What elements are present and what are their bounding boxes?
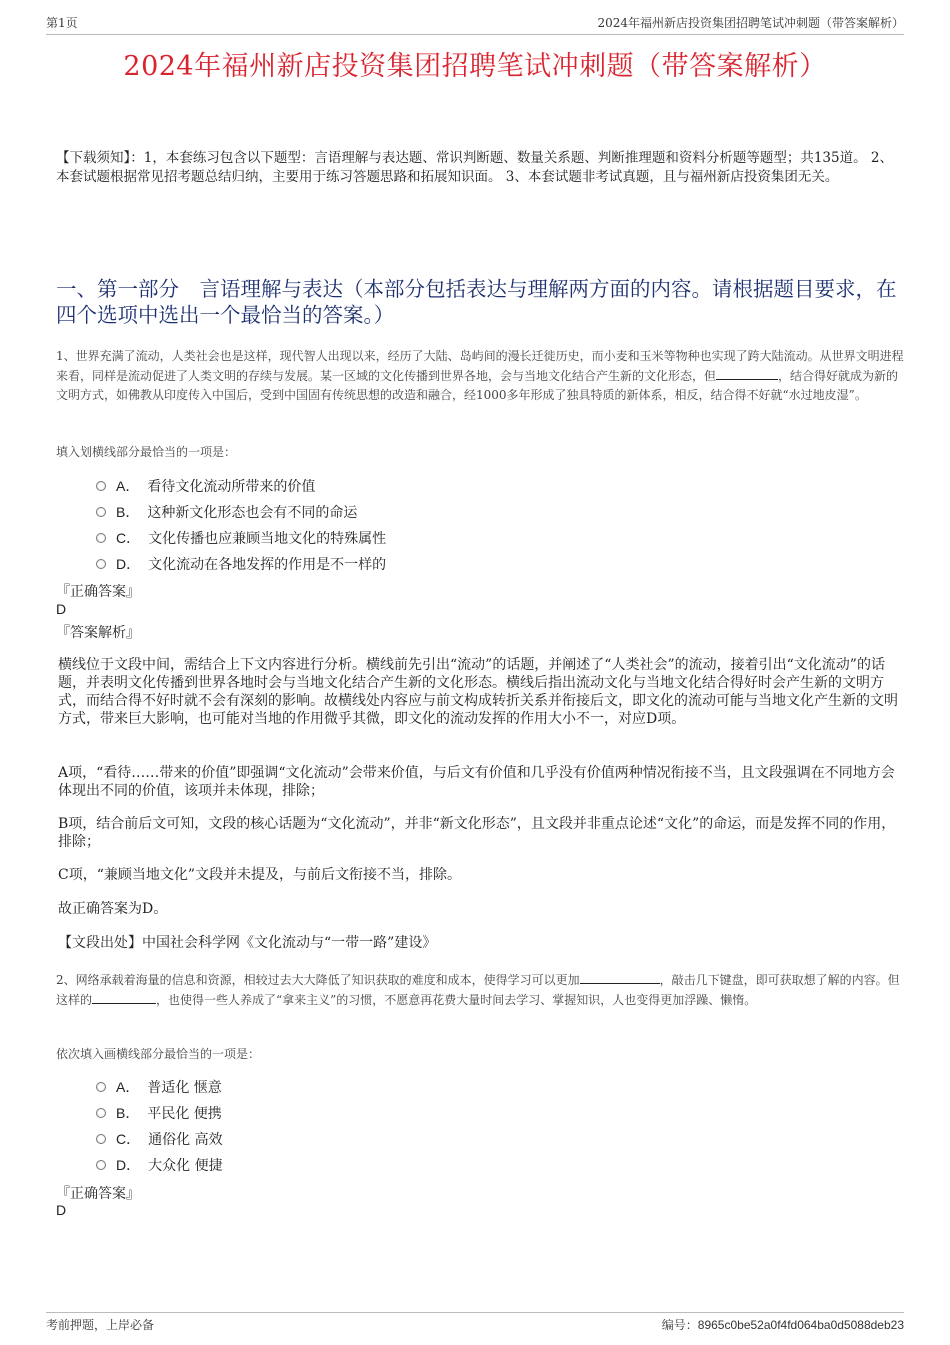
footer-slogan: 考前押题，上岸必备: [46, 1318, 155, 1332]
page-footer: [46, 1312, 904, 1333]
question-1-option-c[interactable]: C． 文化传播也应兼顾当地文化的特殊属性: [96, 525, 386, 551]
answer-blank: [92, 990, 156, 1004]
download-notice: 【下载须知】：1，本套练习包含以下题型：言语理解与表达题、常识判断题、数量关系题、判断推理题和资料分析题等题型；共135道。 2、本套试题根据常见招考题总结归纳，主要用于练习答题思路和拓展知识面。 3、本套试题非考试真题，且与福州新店投资集团无关。: [56, 150, 893, 185]
correct-answer-label: 『正确答案』: [56, 1186, 140, 1202]
question-1-stem-before: 1、世界充满了流动，人类社会也是这样，现代智人出现以来，经历了大陆、岛屿间的漫长迁徙历史，而小麦和玉米等物种也实现了跨大陆流动。从世界文明进程来看，同样是流动促进了人类文明的存续与发展。某一区域的文化传播到世界各地，会与当地文化结合产生新的文化形态，但: [56, 349, 904, 383]
document-code: 编号：8965c0be52a0f4fd064ba0d5088deb23: [661, 1318, 904, 1332]
question-1-option-d[interactable]: D． 文化流动在各地发挥的作用是不一样的: [96, 551, 386, 577]
analysis-paragraph: C项，“兼顾当地文化”文段并未提及，与前后文衔接不当，排除。: [58, 867, 462, 883]
correct-answer-label: 『正确答案』: [56, 584, 140, 600]
radio-icon[interactable]: [96, 481, 106, 491]
question-2-stem: 2、网络承载着海量的信息和资源，相较过去大大降低了知识获取的难度和成本，使得学习可以更加 ，敲击几下键盘，即可获取想了解的内容。但这样的 ，也使得一些人养成了“拿来主义”的习惯，不愿意再花费大量时间去学习、掌握知识，人也变得更加浮躁、懒惰。: [56, 970, 904, 1010]
question-1-prompt: 填入划横线部分最恰当的一项是：: [56, 445, 237, 459]
question-1-options: [96, 473, 386, 577]
question-2-option-c[interactable]: C． 通俗化 高效: [96, 1126, 223, 1152]
document-title: 2024年福州新店投资集团招聘笔试冲刺题（带答案解析）: [123, 51, 827, 82]
header-doc-title: 2024年福州新店投资集团招聘笔试冲刺题（带答案解析）: [597, 16, 904, 30]
radio-icon[interactable]: [96, 1082, 106, 1092]
question-1-stem: [56, 347, 904, 405]
page-header: [46, 14, 904, 35]
question-2-option-b[interactable]: B． 平民化 便携: [96, 1100, 223, 1126]
analysis-paragraph: B项，结合前后文可知，文段的核心话题为“文化流动”，并非“新文化形态”，且文段并非重点论述“文化”的命运，而是发挥不同的作用，排除；: [58, 816, 896, 850]
section-heading: 一、第一部分 言语理解与表达（本部分包括表达与理解两方面的内容。请根据题目要求，在四个选项中选出一个最恰当的答案。）: [56, 277, 897, 327]
radio-icon[interactable]: [96, 1108, 106, 1118]
radio-icon[interactable]: [96, 533, 106, 543]
question-2-options: [96, 1074, 223, 1178]
question-2-prompt: 依次填入画横线部分最恰当的一项是：: [56, 1047, 261, 1061]
question-1-option-a[interactable]: A． 看待文化流动所带来的价值: [96, 473, 386, 499]
correct-answer-value: D: [56, 1202, 67, 1218]
question-1-stem-after: ，结合得好就成为新的文明方式，如佛教从印度传入中国后，受到中国固有传统思想的改造和融合，经1000多年形成了独具特质的新体系，相反，结合得不好就“水过地皮湿”。: [56, 369, 899, 402]
question-1-option-b[interactable]: B． 这种新文化形态也会有不同的命运: [96, 499, 386, 525]
correct-answer-value: D: [56, 601, 67, 617]
question-2-option-a[interactable]: A． 普适化 惬意: [96, 1074, 223, 1100]
answer-blank: [580, 970, 660, 984]
question-2-option-d[interactable]: D． 大众化 便捷: [96, 1152, 223, 1178]
analysis-paragraph: 横线位于文段中间，需结合上下文内容进行分析。横线前先引出“流动”的话题，并阐述了“人类社会”的流动，接着引出“文化流动”的话题，并表明文化传播到世界各地时会与当地文化结合产生新的文化形态。横线后指出流动文化与当地文化结合得好时会产生新的文明方式，而结合得不好时就不会有深刻的影响。故横线处内容应与前文构成转折关系并衔接后文，即文化的流动可能与当地文化产生新的文明方式，带来巨大影响，也可能对当地的作用微乎其微，即文化的流动发挥的作用大小不一，对应D项。: [58, 657, 898, 727]
radio-icon[interactable]: [96, 559, 106, 569]
answer-blank: [716, 366, 778, 380]
analysis-paragraph: A项，“看待……带来的价值”即强调“文化流动”会带来价值，与后文有价值和几乎没有价值两种情况衔接不当，且文段强调在不同地方会体现出不同的价值，该项并未体现，排除；: [58, 765, 895, 799]
analysis-label: 『答案解析』: [56, 625, 140, 641]
page-number: 第1页: [46, 16, 78, 30]
passage-source: 【文段出处】中国社会科学网《文化流动与“一带一路”建设》: [58, 935, 437, 951]
radio-icon[interactable]: [96, 1134, 106, 1144]
radio-icon[interactable]: [96, 507, 106, 517]
analysis-conclusion: 故正确答案为D。: [58, 901, 168, 917]
radio-icon[interactable]: [96, 1160, 106, 1170]
